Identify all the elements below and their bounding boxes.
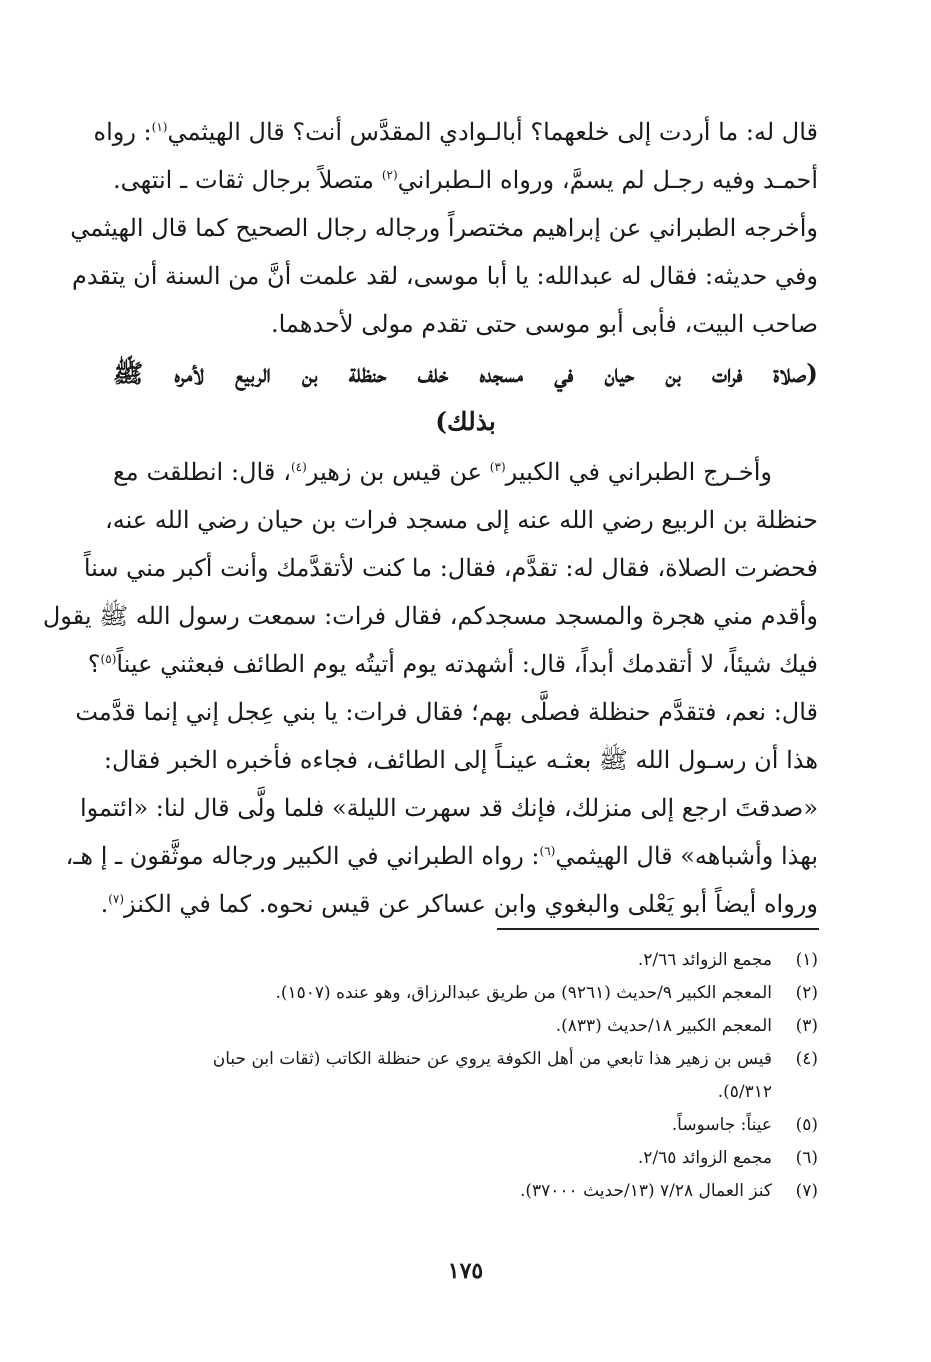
text-line: هذا أن رسـول الله ﷺ بعثـه عينـاً إلى الطائف، فجاءه فأخبره الخبر فقال:	[103, 746, 818, 774]
footnote-text: عيناً: جاسوساً.	[671, 1115, 772, 1135]
section-heading	[113, 350, 818, 446]
footnote-text: المعجم الكبير ٩/حديث (٩٢٦١) من طريق عبدالرزاق، وهو عنده (١٥٠٧).	[275, 983, 772, 1003]
text-line: فحضرت الصلاة، فقال له: تقدَّم، فقال: ما كنت لأتقدَّمك وأنت أكبر مني سناً	[83, 554, 818, 582]
footnote-ref[interactable]: (٤)	[290, 460, 307, 474]
footnote-number: (٥)	[795, 1115, 818, 1135]
line-text: ؟	[87, 650, 101, 678]
text-line	[93, 108, 818, 156]
footnote-number: (٢)	[795, 983, 818, 1003]
text-line: قال: نعم، فتقدَّم حنظلة فصلَّى بهم؛ فقال فرات: يا بني عِجل إني إنما قدَّمت	[75, 698, 818, 726]
footnote-text-continued: ٥/٣١٢).	[717, 1082, 772, 1102]
footnote-text: مجمع الزوائد ٢/٦٥.	[637, 1148, 772, 1168]
page-number: ١٧٥	[447, 1258, 484, 1284]
heading-line: بذلك)	[435, 407, 496, 436]
text-line	[100, 880, 818, 928]
footnote-ref[interactable]: (٥)	[100, 652, 117, 666]
footnote-ref[interactable]: (١)	[151, 120, 168, 134]
line-text: ، قال: انطلقت مع	[113, 458, 291, 486]
footnote-text: المعجم الكبير ١٨/حديث (٨٣٣).	[555, 1016, 772, 1036]
line-text: فيك شيئاً، لا أتقدمك أبداً، قال: أشهدته يوم أتيتُه يوم الطائف فبعثني عيناً	[116, 650, 818, 678]
paragraph-hadith-shoes	[70, 108, 818, 348]
line-text: قال له: ما أردت إلى خلعهما؟ أبالـوادي المقدَّس أنت؟ قال الهيثمي	[167, 118, 818, 146]
text-line: «صدقتَ ارجع إلى منزلك، فإنك قد سهرت الليلة» فلما ولَّى قال لنا: «ائتموا	[79, 794, 818, 822]
footnote-text: مجمع الزوائد ٢/٦٦.	[637, 950, 772, 970]
line-text: متصلاً برجال ثقات ـ انتهى.	[113, 166, 375, 194]
line-text: .	[100, 890, 109, 918]
line-text: بهذا وأشباهه» قال الهيثمي	[555, 842, 818, 870]
footnote-separator	[497, 928, 819, 930]
footnote-text: قيس بن زهير هذا تابعي من أهل الكوفة يروي عن حنظلة الكاتب (ثقات ابن حبان	[212, 1049, 772, 1069]
footnote-ref[interactable]: (٣)	[489, 460, 506, 474]
footnote-number: (٣)	[795, 1016, 818, 1036]
line-text: عن قيس بن زهير	[306, 458, 482, 486]
text-line: وأقدم مني هجرة والمسجد مسجدكم، فقال فرات: سمعت رسول الله ﷺ يقول	[42, 602, 818, 630]
text-line	[65, 832, 818, 880]
footnote-text: كنز العمال ٧/٢٨ (١٣/حديث ٣٧٠٠٠).	[519, 1181, 772, 1201]
footnote-text-block	[113, 1043, 772, 1109]
footnote-item	[113, 1043, 818, 1109]
footnotes	[113, 944, 818, 1208]
footnote-item	[113, 1109, 818, 1142]
heading-line: (صلاة فرات بن حيان في مسجده خلف حنظلة بن الربيع لأمره ﷺ	[113, 359, 818, 388]
footnote-item	[113, 1175, 818, 1208]
footnote-number: (١)	[795, 950, 818, 970]
line-text: أحمـد وفيه رجـل لم يسمَّ، ورواه الـطبراني	[397, 166, 818, 194]
text-line: حنظلة بن الربيع رضي الله عنه إلى مسجد فرات بن حيان رضي الله عنه،	[104, 506, 818, 534]
text-line: وأخرجه الطبراني عن إبراهيم مختصراً ورجاله رجال الصحيح كما قال الهيثمي	[70, 214, 818, 242]
paragraph-furat-hanzala	[42, 448, 818, 928]
footnote-ref[interactable]: (٦)	[539, 844, 556, 858]
footnote-item	[113, 944, 818, 977]
footnote-number: (٧)	[795, 1181, 818, 1201]
footnote-number: (٤)	[795, 1049, 818, 1069]
text-line	[113, 156, 818, 204]
text-line	[87, 640, 818, 688]
line-text: ورواه أيضاً أبو يَعْلى والبغوي وابن عساكر عن قيس نحوه. كما في الكنز	[124, 890, 818, 918]
text-line	[113, 448, 818, 496]
line-text: : رواه	[93, 118, 152, 146]
footnote-item	[113, 977, 818, 1010]
text-line: وفي حديثه: فقال له عبدالله: يا أبا موسى، لقد علمت أنَّ من السنة أن يتقدم	[71, 262, 818, 290]
footnote-item	[113, 1010, 818, 1043]
text-line: صاحب البيت، فأبى أبو موسى حتى تقدم مولى لأحدهما.	[270, 310, 818, 338]
footnote-ref[interactable]: (٢)	[381, 168, 398, 182]
line-text: وأخـرج الطبراني في الكبير	[505, 458, 772, 486]
footnote-number: (٦)	[795, 1148, 818, 1168]
footnote-ref[interactable]: (٧)	[108, 892, 125, 906]
line-text: : رواه الطبراني في الكبير ورجاله موثَّقون ـ إ هـ،	[65, 842, 540, 870]
footnote-item	[113, 1142, 818, 1175]
